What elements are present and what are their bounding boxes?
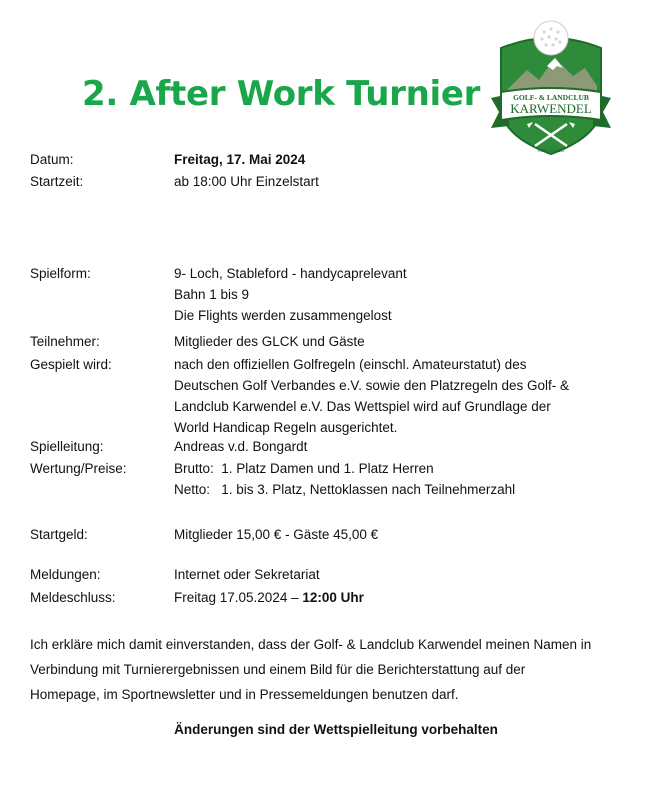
spielform-line: Bahn 1 bis 9: [174, 287, 250, 302]
club-logo: [487, 14, 615, 160]
meldungen-label: Meldungen:: [30, 567, 101, 582]
spielleitung-value: Andreas v.d. Bongardt: [174, 439, 308, 454]
consent-line: Homepage, im Sportnewsletter und in Pressemeldungen benutzen darf.: [30, 687, 459, 702]
footer-note: Änderungen sind der Wettspielleitung vorbehalten: [174, 722, 498, 737]
gespielt-label: Gespielt wird:: [30, 357, 112, 372]
consent-paragraph: [30, 632, 650, 707]
meldeschluss-label: Meldeschluss:: [30, 590, 116, 605]
page-title: 2. After Work Turnier: [82, 74, 481, 114]
spielleitung-label: Spielleitung:: [30, 439, 104, 454]
wertung-label: Wertung/Preise:: [30, 461, 127, 476]
teilnehmer-value: Mitglieder des GLCK und Gäste: [174, 334, 365, 349]
spielform-line: 9- Loch, Stableford - handycaprelevant: [174, 266, 407, 281]
teilnehmer-label: Teilnehmer:: [30, 334, 100, 349]
datum-value: Freitag, 17. Mai 2024: [174, 152, 306, 167]
gespielt-line: nach den offiziellen Golfregeln (einschl. Amateurstatut) des: [174, 357, 527, 372]
meldeschluss-time: 12:00 Uhr: [302, 590, 364, 605]
logo-text-main: KARWENDEL: [510, 101, 592, 116]
consent-line: Verbindung mit Turnierergebnissen und einem Bild für die Berichterstattung auf der: [30, 662, 526, 677]
startgeld-label: Startgeld:: [30, 527, 88, 542]
meldeschluss-date: Freitag 17.05.2024 –: [174, 590, 303, 605]
meldungen-value: Internet oder Sekretariat: [174, 567, 320, 582]
spielform-label: Spielform:: [30, 266, 91, 281]
startzeit-value: ab 18:00 Uhr Einzelstart: [174, 174, 319, 189]
logo-text-top: GOLF- & LANDCLUB: [513, 93, 589, 102]
wertung-line: Brutto: 1. Platz Damen und 1. Platz Herren: [174, 461, 434, 476]
gespielt-line: Landclub Karwendel e.V. Das Wettspiel wird auf Grundlage der: [174, 399, 551, 414]
gespielt-line: Deutschen Golf Verbandes e.V. sowie den Platzregeln des Golf- &: [174, 378, 569, 393]
consent-line: Ich erkläre mich damit einverstanden, dass der Golf- & Landclub Karwendel meinen Namen in: [30, 637, 592, 652]
meldeschluss-value: [174, 587, 364, 608]
wertung-line: Netto: 1. bis 3. Platz, Nettoklassen nach Teilnehmerzahl: [174, 482, 516, 497]
logo-text-bottom: WALLGAU: [537, 148, 565, 154]
startzeit-label: Startzeit:: [30, 174, 84, 189]
datum-label: Datum:: [30, 152, 74, 167]
spielform-line: Die Flights werden zusammengelost: [174, 308, 392, 323]
startgeld-value: Mitglieder 15,00 € - Gäste 45,00 €: [174, 527, 379, 542]
gespielt-line: World Handicap Regeln ausgerichtet.: [174, 420, 398, 435]
